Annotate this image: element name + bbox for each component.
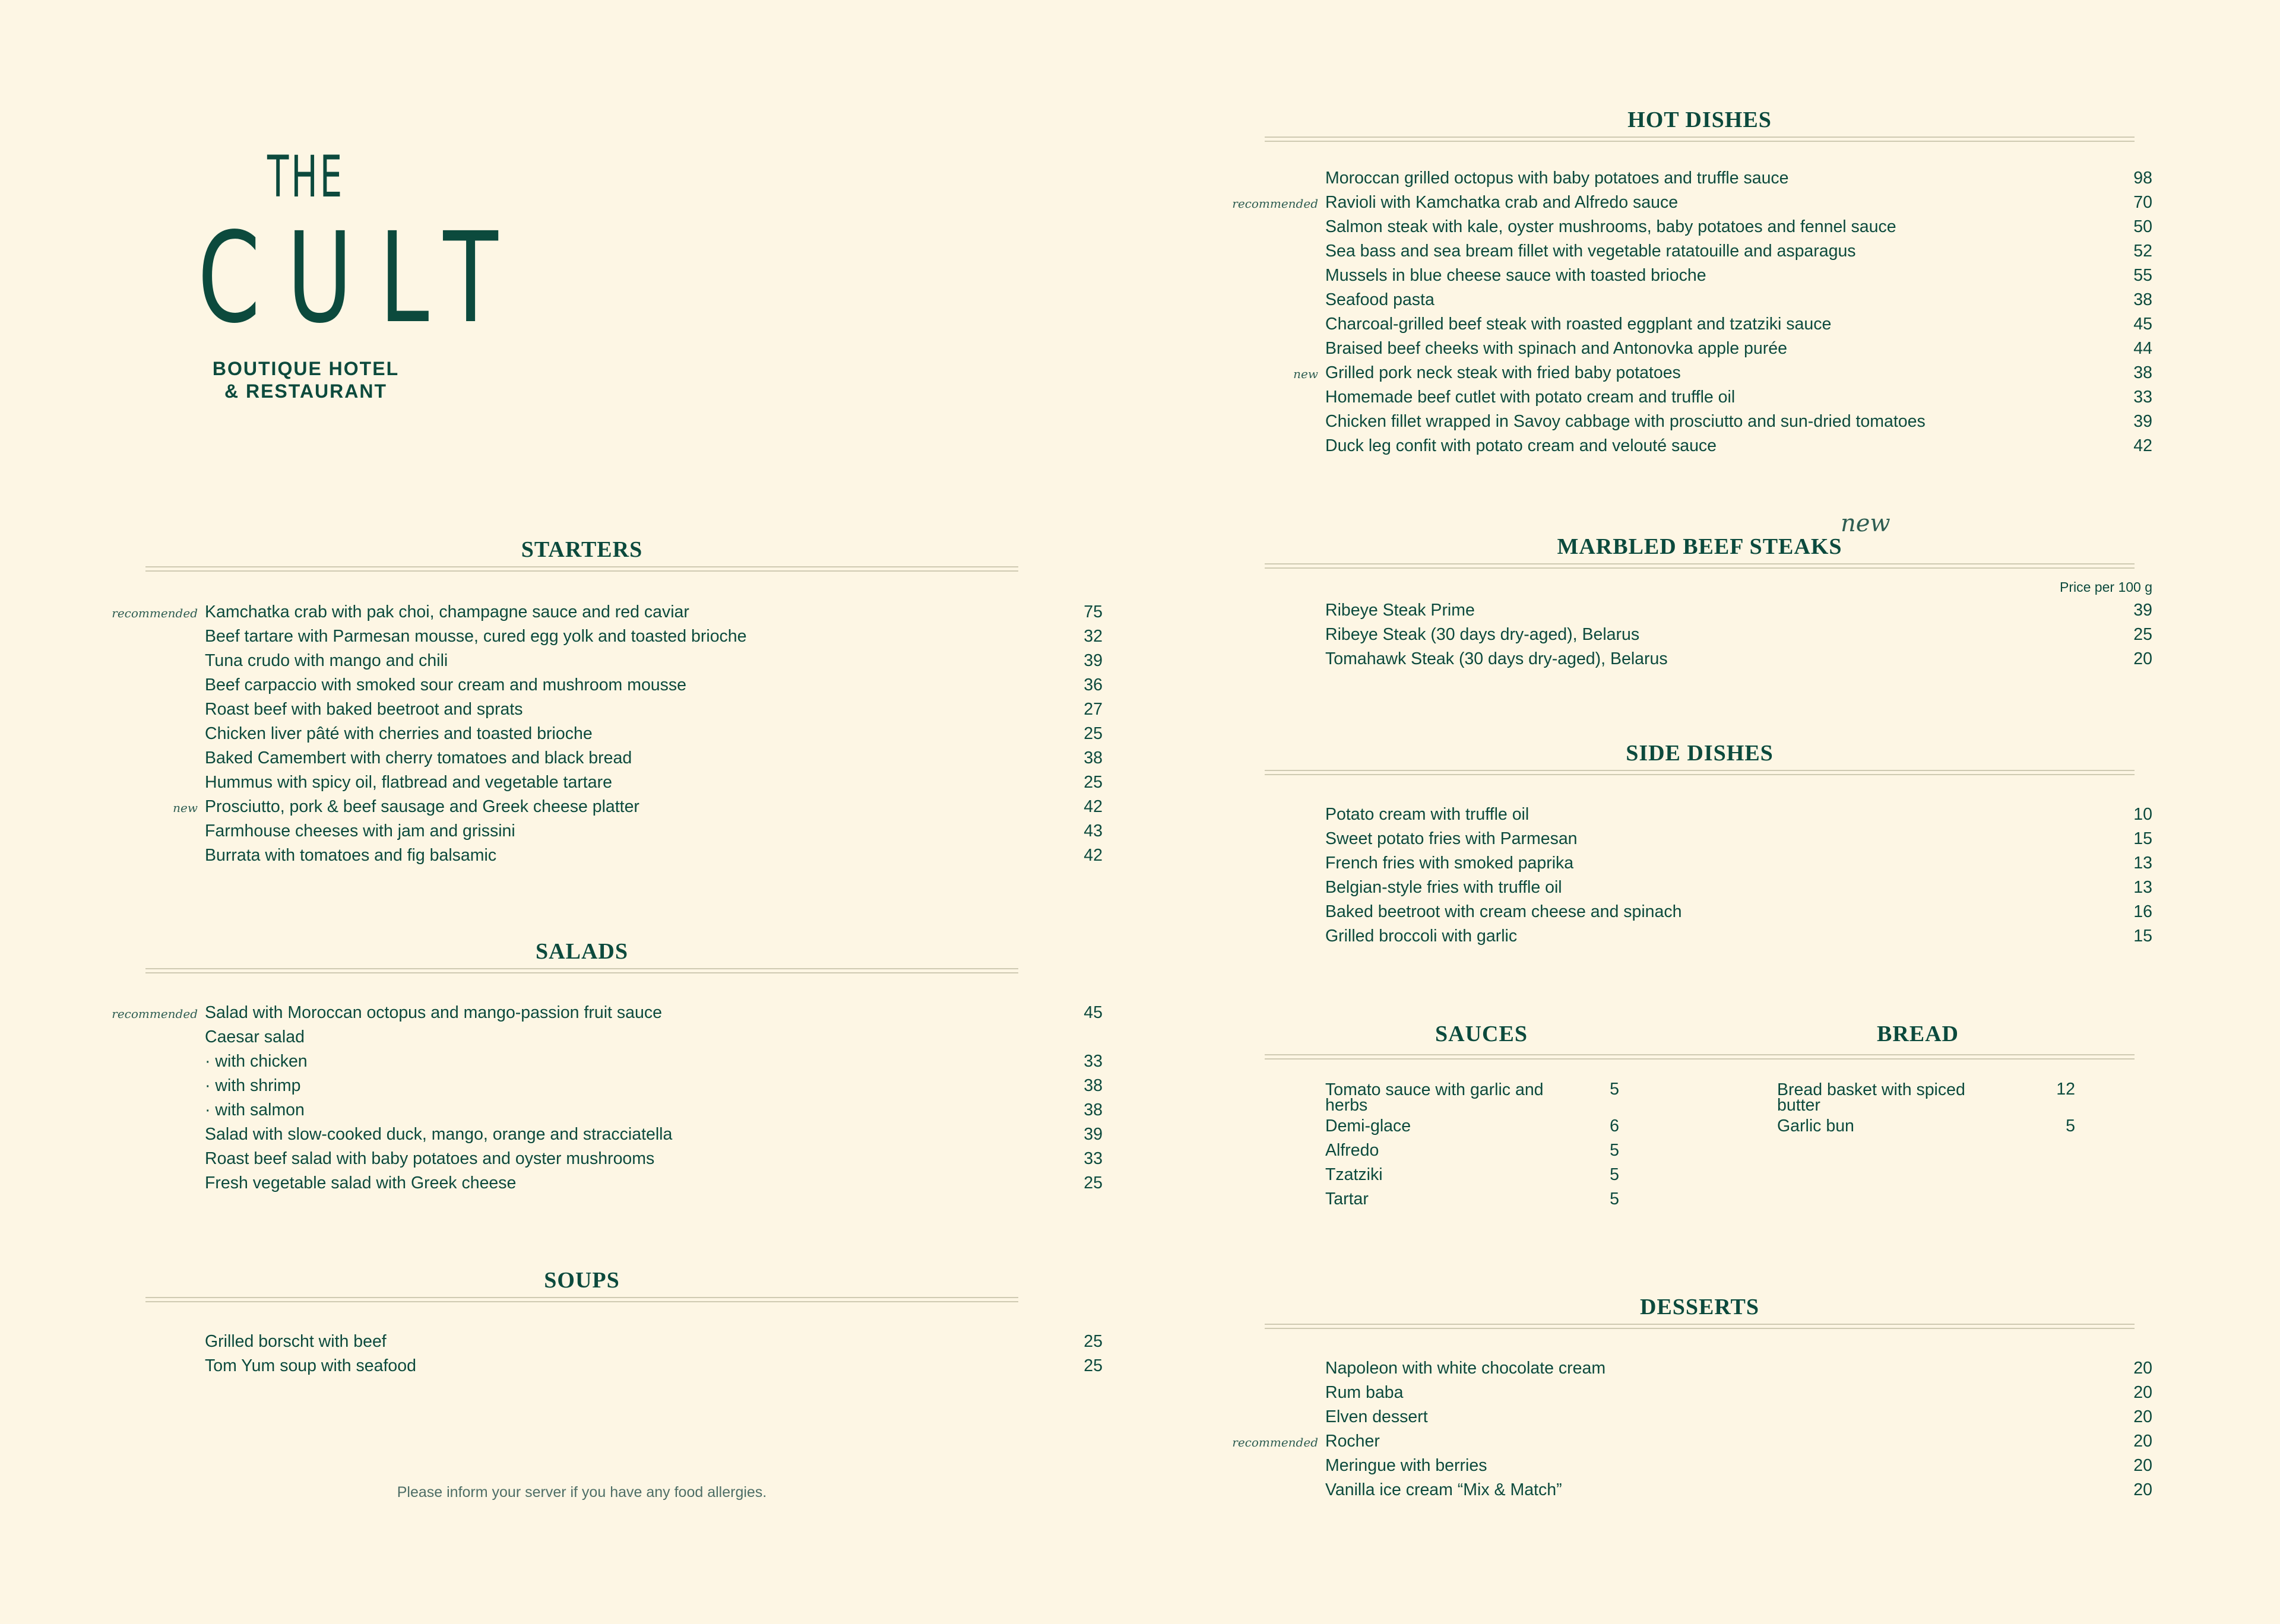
list-item: · with chicken 33 xyxy=(205,1052,1103,1071)
list-item: Rum baba 20 xyxy=(1325,1383,2152,1402)
list-item: Braised beef cheeks with spinach and Antonovka apple purée 44 xyxy=(1325,339,2152,358)
steaks-list xyxy=(1325,598,2152,671)
list-item: Vanilla ice cream “Mix & Match” 20 xyxy=(1325,1480,2152,1499)
list-item: Burrata with tomatoes and fig balsamic 42 xyxy=(205,846,1103,865)
section-bread xyxy=(1701,1021,2135,1138)
list-item: Homemade beef cutlet with potato cream and truffle oil 33 xyxy=(1325,388,2152,407)
list-item: Tuna crudo with mango and chili 39 xyxy=(205,651,1103,670)
list-item: Grilled broccoli with garlic 15 xyxy=(1325,927,2152,946)
list-item: Seafood pasta 38 xyxy=(1325,290,2152,309)
list-item: Tomahawk Steak (30 days dry-aged), Belarus 20 xyxy=(1325,649,2152,668)
list-item: Baked Camembert with cherry tomatoes and black bread 38 xyxy=(205,748,1103,767)
section-title: MARBLED BEEF STEAKS xyxy=(1557,534,1842,559)
list-item: Belgian-style fries with truffle oil 13 xyxy=(1325,878,2152,897)
list-item: Tartar 5 xyxy=(1325,1190,1619,1209)
list-item: Mussels in blue cheese sauce with toasted brioche 55 xyxy=(1325,266,2152,285)
new-tag: new xyxy=(1293,367,1318,381)
list-item: Moroccan grilled octopus with baby potatoes and truffle sauce 98 xyxy=(1325,169,2152,188)
list-item: Sea bass and sea bream fillet with vegetable ratatouille and asparagus 52 xyxy=(1325,242,2152,261)
list-item: Ribeye Steak Prime 39 xyxy=(1325,601,2152,620)
list-item: Duck leg confit with potato cream and velouté sauce 42 xyxy=(1325,436,2152,455)
allergy-note: Please inform your server if you have any food allergies. xyxy=(397,1484,767,1501)
list-item: Elven dessert 20 xyxy=(1325,1407,2152,1426)
list-item: recommended Ravioli with Kamchatka crab and Alfredo sauce 70 xyxy=(1325,191,2152,215)
list-item: Tomato sauce with garlic and herbs 5 xyxy=(1325,1080,1619,1115)
list-item: Chicken fillet wrapped in Savoy cabbage with prosciutto and sun-dried tomatoes 39 xyxy=(1325,412,2152,431)
divider xyxy=(145,1297,1018,1302)
hot-dishes-list xyxy=(1232,166,2152,458)
list-item: Tom Yum soup with seafood 25 xyxy=(205,1356,1103,1375)
list-item: French fries with smoked paprika 13 xyxy=(1325,854,2152,873)
list-item: Sweet potato fries with Parmesan 15 xyxy=(1325,829,2152,848)
divider xyxy=(145,968,1018,973)
list-item: recommended Salad with Moroccan octopus and mango-passion fruit sauce 45 xyxy=(205,1001,1103,1025)
section-steaks xyxy=(1265,510,2152,671)
list-item: Salad with slow-cooked duck, mango, orange and stracciatella 39 xyxy=(205,1125,1103,1144)
soups-list xyxy=(205,1330,1103,1378)
section-desserts xyxy=(1232,1294,2152,1502)
section-soups xyxy=(145,1267,1167,1378)
divider xyxy=(1265,137,2135,142)
section-salads xyxy=(112,938,1167,1195)
section-title: STARTERS xyxy=(521,537,643,562)
list-item: Roast beef salad with baby potatoes and oyster mushrooms 33 xyxy=(205,1149,1103,1168)
section-title: SOUPS xyxy=(544,1268,620,1293)
section-starters xyxy=(112,537,1167,868)
logo-the: THE xyxy=(267,144,344,210)
new-tag: new xyxy=(1841,510,1890,537)
divider xyxy=(1265,770,2135,775)
recommended-tag: recommended xyxy=(1232,1435,1318,1449)
list-item: Farmhouse cheeses with jam and grissini 43 xyxy=(205,821,1103,840)
divider xyxy=(145,566,1018,572)
section-title: BREAD xyxy=(1876,1022,1959,1046)
list-item: new Grilled pork neck steak with fried baby potatoes 38 xyxy=(1325,361,2152,385)
list-item: · with salmon 38 xyxy=(205,1100,1103,1119)
desserts-list xyxy=(1232,1356,2152,1502)
logo xyxy=(119,144,525,402)
section-title: SALADS xyxy=(536,939,628,964)
logo-cult: CULT xyxy=(197,205,525,351)
list-item: Demi-glace 6 xyxy=(1325,1116,1619,1135)
section-title: DESSERTS xyxy=(1640,1295,1759,1320)
divider xyxy=(1265,1324,2135,1329)
list-item: Tzatziki 5 xyxy=(1325,1165,1619,1184)
price-per-100g-label: Price per 100 g xyxy=(2060,579,2152,595)
list-item: Baked beetroot with cream cheese and spinach 16 xyxy=(1325,902,2152,921)
list-item: Ribeye Steak (30 days dry-aged), Belarus 25 xyxy=(1325,625,2152,644)
bread-list xyxy=(1777,1077,2075,1138)
list-item: Charcoal-grilled beef steak with roasted eggplant and tzatziki sauce 45 xyxy=(1325,315,2152,334)
list-item: new Prosciutto, pork & beef sausage and Greek cheese platter 42 xyxy=(205,795,1103,819)
section-side-dishes xyxy=(1265,740,2152,949)
list-item: Meringue with berries 20 xyxy=(1325,1456,2152,1475)
sauces-list xyxy=(1325,1077,1619,1211)
list-item: recommended Kamchatka crab with pak choi, champagne sauce and red caviar 75 xyxy=(205,600,1103,624)
list-item: Alfredo 5 xyxy=(1325,1141,1619,1160)
list-item: Bread basket with spiced butter 12 xyxy=(1777,1080,2075,1115)
recommended-tag: recommended xyxy=(112,1007,198,1021)
list-item: Caesar salad xyxy=(205,1027,305,1046)
divider xyxy=(1265,563,2135,569)
list-item: Beef tartare with Parmesan mousse, cured egg yolk and toasted brioche 32 xyxy=(205,627,1103,646)
starters-list xyxy=(112,600,1103,868)
recommended-tag: recommended xyxy=(1232,196,1318,211)
list-item: Grilled borscht with beef 25 xyxy=(205,1332,1103,1351)
salads-list xyxy=(112,1001,1103,1195)
logo-subtitle: BOUTIQUE HOTEL & RESTAURANT xyxy=(212,358,400,402)
list-item: recommended Rocher 20 xyxy=(1325,1429,2152,1454)
list-item: Fresh vegetable salad with Greek cheese 25 xyxy=(205,1173,1103,1192)
list-item: Roast beef with baked beetroot and sprats 27 xyxy=(205,700,1103,719)
list-item: Potato cream with truffle oil 10 xyxy=(1325,805,2152,824)
section-hot-dishes xyxy=(1232,107,2152,458)
list-item: Beef carpaccio with smoked sour cream and mushroom mousse 36 xyxy=(205,675,1103,694)
section-title: SIDE DISHES xyxy=(1626,741,1774,766)
list-item: Napoleon with white chocolate cream 20 xyxy=(1325,1359,2152,1378)
list-item: · with shrimp 38 xyxy=(205,1076,1103,1095)
section-title: HOT DISHES xyxy=(1627,107,1772,132)
section-title: SAUCES xyxy=(1435,1022,1528,1046)
side-dishes-list xyxy=(1325,803,2152,949)
list-item: Chicken liver pâté with cherries and toasted brioche 25 xyxy=(205,724,1103,743)
recommended-tag: recommended xyxy=(112,606,198,620)
list-item: Garlic bun 5 xyxy=(1777,1116,2075,1135)
list-item: Hummus with spicy oil, flatbread and vegetable tartare 25 xyxy=(205,773,1103,792)
section-sauces xyxy=(1265,1021,1698,1211)
new-tag: new xyxy=(173,801,198,815)
list-item: Salmon steak with kale, oyster mushrooms, baby potatoes and fennel sauce 50 xyxy=(1325,217,2152,236)
